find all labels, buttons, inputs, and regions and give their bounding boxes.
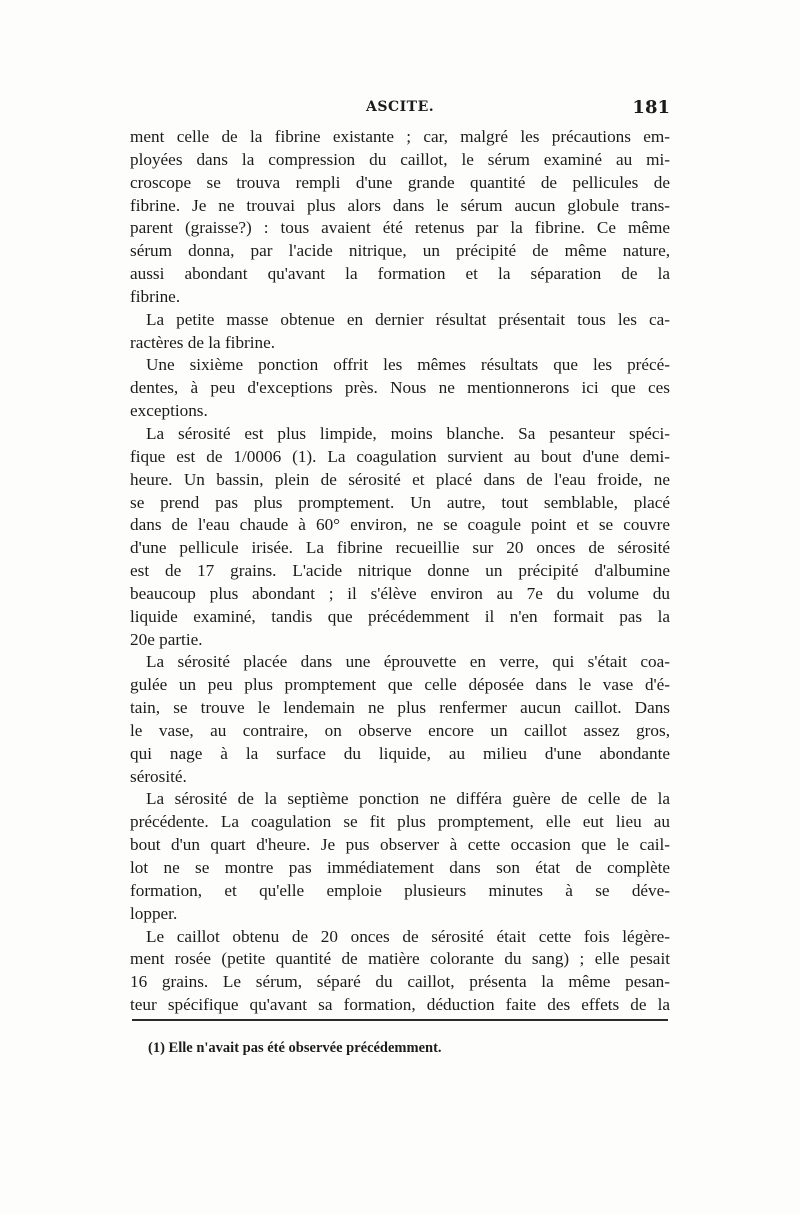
text-line: fibrine. Je ne trouvai plus alors dans le sérum aucun globule trans- — [130, 195, 670, 215]
text-line: parent (graisse?) : tous avaient été retenus par la fibrine. Ce même — [130, 218, 670, 238]
text-line: ployées dans la compression du caillot, le sérum examiné au mi- — [130, 149, 670, 169]
text-line: beaucoup plus abondant ; il s'élève environ au 7e du volume du — [130, 583, 670, 603]
text-line: ment rosée (petite quantité de matière colorante du sang) ; elle pesait — [130, 949, 670, 969]
text-line: précédente. La coagulation se fit plus promptement, elle eut lieu au — [130, 812, 670, 832]
text-line: teur spécifique qu'avant sa formation, déduction faite des effets de la — [130, 995, 670, 1015]
text-line: le vase, au contraire, on observe encore un caillot assez gros, — [130, 720, 670, 740]
text-line: lot ne se montre pas immédiatement dans son état de complète — [130, 858, 670, 877]
text-line: La petite masse obtenue en dernier résultat présentait tous les ca- — [146, 309, 670, 329]
text-line: est de 17 grains. L'acide nitrique donne un précipité d'albumine — [130, 561, 670, 581]
text-line: sérosité. — [130, 766, 187, 786]
text-line: fibrine. — [130, 286, 181, 306]
text-line: tain, se trouve le lendemain ne plus renfermer aucun caillot. Dans — [130, 698, 670, 718]
text-line: sérum donna, par l'acide nitrique, un précipité de même nature, — [130, 241, 670, 261]
text-line: La sérosité est plus limpide, moins blanche. Sa pesanteur spéci- — [146, 423, 670, 443]
text-line: croscope se trouva rempli d'une grande quantité de pellicules de — [130, 172, 670, 192]
footnote-rule — [132, 1019, 668, 1021]
text-line: lopper. — [130, 903, 178, 923]
text-line: liquide examiné, tandis que précédemment il n'en formait pas la — [130, 606, 670, 626]
text-line: heure. Un bassin, plein de sérosité et placé dans de l'eau froide, ne — [130, 469, 670, 489]
body-text — [130, 126, 670, 1017]
text-line: ment celle de la fibrine existante ; car, malgré les précautions em- — [130, 127, 670, 146]
text-line: dentes, à peu d'exceptions près. Nous ne mentionnerons ici que ces — [130, 378, 670, 398]
text-line: qui nage à la surface du liquide, au milieu d'une abondante — [130, 743, 670, 763]
text-line: dans de l'eau chaude à 60° environ, ne se coagule point et se couvre — [130, 515, 670, 535]
text-line: formation, et qu'elle emploie plusieurs minutes à se déve- — [130, 880, 670, 900]
footnote: (1) Elle n'avait pas été observée précédemment. — [148, 1040, 442, 1056]
text-line: 20e partie. — [130, 629, 203, 649]
page-header — [130, 97, 670, 123]
page-number: 181 — [632, 97, 670, 118]
text-line: exceptions. — [130, 401, 208, 421]
text-line: aussi abondant qu'avant la formation et la séparation de la — [130, 264, 670, 284]
text-line: ractères de la fibrine. — [130, 332, 276, 352]
text-line: La sérosité de la septième ponction ne différa guère de celle de la — [146, 789, 670, 809]
text-line: se prend pas plus promptement. Un autre, tout semblable, placé — [130, 492, 670, 512]
text-line: Une sixième ponction offrit les mêmes résultats que les précé- — [146, 355, 670, 375]
text-line: d'une pellicule irisée. La fibrine recueillie sur 20 onces de sérosité — [130, 538, 670, 558]
text-line: fique est de 1/0006 (1). La coagulation survient au bout d'une demi- — [130, 446, 670, 466]
text-line: Le caillot obtenu de 20 onces de sérosité était cette fois légère- — [146, 926, 670, 946]
running-title: ASCITE. — [366, 99, 435, 115]
text-line: gulée un peu plus promptement que celle déposée dans le vase d'é- — [130, 675, 670, 695]
text-line: bout d'un quart d'heure. Je pus observer à cette occasion que le cail- — [130, 835, 670, 855]
text-line: La sérosité placée dans une éprouvette en verre, qui s'était coa- — [146, 652, 670, 672]
text-line: 16 grains. Le sérum, séparé du caillot, présenta la même pesan- — [130, 972, 670, 992]
